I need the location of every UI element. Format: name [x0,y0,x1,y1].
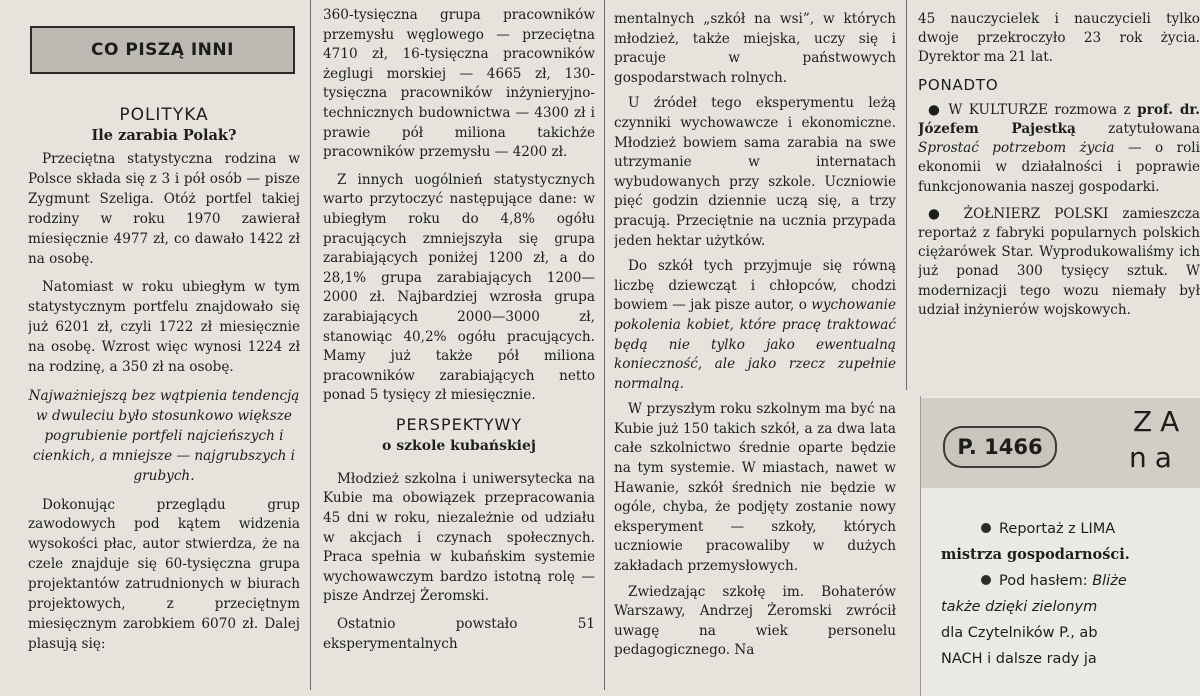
paragraph-text: Do szkół tych przyjmuje się równą liczbę dziewcząt i chłopców, chodzi bowiem — jak pisze autor, o [614,258,896,314]
ad-line-text: także dzięki zielonym [941,599,1098,615]
column-1 [28,0,300,690]
bullet-title: Sprostać potrzebom życia [918,140,1115,157]
section-heading-polityka: POLITYKA [119,105,209,125]
article-title: Ile zarabia Polak? [91,127,237,144]
masthead-box [30,26,295,74]
ad-line-text: dla Czytelników P., ab [941,625,1098,641]
ad-headline-line: ZA [1133,405,1188,438]
ad-line [941,646,1200,672]
ad-line-text: mistrza gospodarności. [941,546,1130,563]
bullet-text: — o roli ekonomii w działalności i poprawie funkcjonowania naszej gospodarki. [918,140,1200,195]
bullet-dot-icon [981,523,991,533]
ad-headline [1129,404,1188,476]
column-rule [906,0,907,390]
column-rule [310,0,311,690]
paragraph-italic: Najważniejszą bez wątpienia tendencją w dwuleciu było stosunkowo większe pogrubienie portfeli najcieńszych i cienkich, a mniejsze — najgrubszych i grubych. [28,387,300,484]
bullet-dot-icon [981,575,991,585]
bullet-author: prof. dr. Józefem Pajestką [918,101,1200,138]
ad-line [941,542,1200,568]
column-rule [604,0,605,690]
paragraph: W przyszłym roku szkolnym ma być na Kubie już 150 takich szkół, a za dwa lata całe szkolnictwo średnie oparte będzie na tym systemie. W miastach, nawet w Hawanie, szkół średnich nie będzie w ogóle, chyba, że podjęty zostanie nowy eksperyment — szkoły, których uczniowie pracowaliby w dużych zakładach przemysłowych. [614,401,896,575]
article-body [323,470,595,654]
ad-line-text: NACH i dalsze rady ja [941,651,1097,667]
ad-body [941,516,1200,672]
section-heading-ponadto: PONADTO [918,75,999,94]
ad-line-text: Reportaż z LIMA [999,521,1116,537]
paragraph: 360-tysięczna grupa pracowników przemysłu węglowego — przeciętna 4710 zł, 16-tysięczna pracowników żeglugi morskiej — 4665 zł, 130-tysięczna pracowników inżynieryjno-technicznych budownictwa — 4300 zł i prawie pół miliona takichże pracowników przemysłu — 4200 zł. [323,7,595,161]
paragraph: Z innych uogólnień statystycznych warto przytoczyć następujące dane: w ubiegłym roku do 4,8% ogółu pracujących zmniejszyła się grupa zarabiających poniżej 1200 zł, a do 28,1% grupa zarabiających 1200—2000 zł. Najbardziej wzrosła grupa zarabiających 2000—3000 zł, stanowiąc 40,2% ogółu pracujących. Mamy już także pół miliona pracowników zarabiających netto ponad 5 tysięcy zł miesięcznie. [323,171,595,404]
paragraph: mentalnych „szkół na wsi”, w których młodzież, także miejska, uczy się i pracuje w państwowych gospodarstwach rolnych. [614,11,896,86]
column-2 [323,0,595,690]
bullet-item: ● ŻOŁNIERZ POLSKI zamieszcza reportaż z fabryki popularnych polskich ciężarówek Star. Wyprodukowaliśmy ich już ponad 300 tysięcy sztuk. W modernizacji tego wozu niemały był udział inżynierów wojskowych. [918,205,1200,318]
masthead-title: CO PISZĄ INNI [91,40,234,60]
article-body [28,150,300,655]
article-body [918,10,1200,320]
ad-line-text: Pod hasłem: [999,573,1088,589]
paragraph: Natomiast w roku ubiegłym w tym statystycznym portfelu znajdowało się już 6201 zł, czyli 1722 zł miesięcznie na osobę. Wzrost więc wynosi 1224 zł na rodzinę, a 350 zł na osobę. [28,279,300,376]
paragraph: 45 nauczycielek i nauczycieli tylko dwoje przekroczyło 23 rok życia. Dyrektor ma 21 lat. [918,11,1200,66]
column-3 [614,0,896,690]
paragraph: Ostatnio powstało 51 eksperymentalnych [323,616,595,652]
article-body [323,6,595,406]
paragraph [614,257,896,394]
bullet-item [918,101,1200,197]
article-body [614,10,896,661]
paragraph: Młodzież szkolna i uniwersytecka na Kubie ma obowiązek przepracowania 45 dni w roku, niezależnie od udziału w akcjach i czynach społecznych. Praca spełnia w kubańskim systemie wychowawczym bardzo istotną rolę — pisze Andrzej Żeromski. [323,470,595,605]
paragraph: Dokonując przeglądu grup zawodowych pod kątem widzenia wysokości płac, autor stwierdza, że na czele znajduje się 60-tysięczna grupa projektantów zatrudnionych w biurach projektowych, z przeciętnym miesięcznym zarobkiem 6070 zł. Dalej plasują się: [28,496,300,652]
section-heading-perspektywy: PERSPEKTYWY [395,414,523,434]
paragraph: U źródeł tego eksperymentu leżą czynniki wychowawcze i ekonomiczne. Młodzież bowiem sama zarabia na swe utrzymanie w internatach wybudowanych przy szkole. Uczniowie pięć godzin dziennie uczą się, a trzy pracują. Przeciętnie na ucznia przypada jeden hektar użytków. [614,95,896,249]
ad-line [981,516,1200,542]
article-title: o szkole kubańskiej [382,437,536,454]
ad-line [941,594,1200,620]
paragraph: Zwiedzając szkołę im. Bohaterów Warszawy, Andrzej Żeromski zwrócił uwagę na wiek personelu pedagogicznego. Na [614,583,896,659]
ad-line [941,620,1200,646]
bullet-text: zatytułowana [1108,121,1200,138]
paragraph: Przeciętna statystyczna rodzina w Polsce składa się z 3 i pół osób — pisze Zygmunt Szeliga. Otóż portfel takiej rodziny w roku 1970 zawierał miesięcznie 4977 zł, co dawało 1422 zł na osobę. [28,151,300,267]
ad-headline-line: na [1129,441,1180,474]
paragraph-quote: wychowanie pokolenia kobiet, które pracę traktować będą nie tylko jako ewentualną konieczność, ale jako rzecz zupełnie normalną. [614,297,896,392]
ad-line [981,568,1200,594]
ad-line-text: Bliże [1092,573,1127,589]
column-4 [918,0,1200,390]
advertisement-box [920,396,1200,696]
issue-badge: P. 1466 [943,426,1057,468]
bullet-lead: ● W KULTURZE rozmowa z [928,101,1131,118]
